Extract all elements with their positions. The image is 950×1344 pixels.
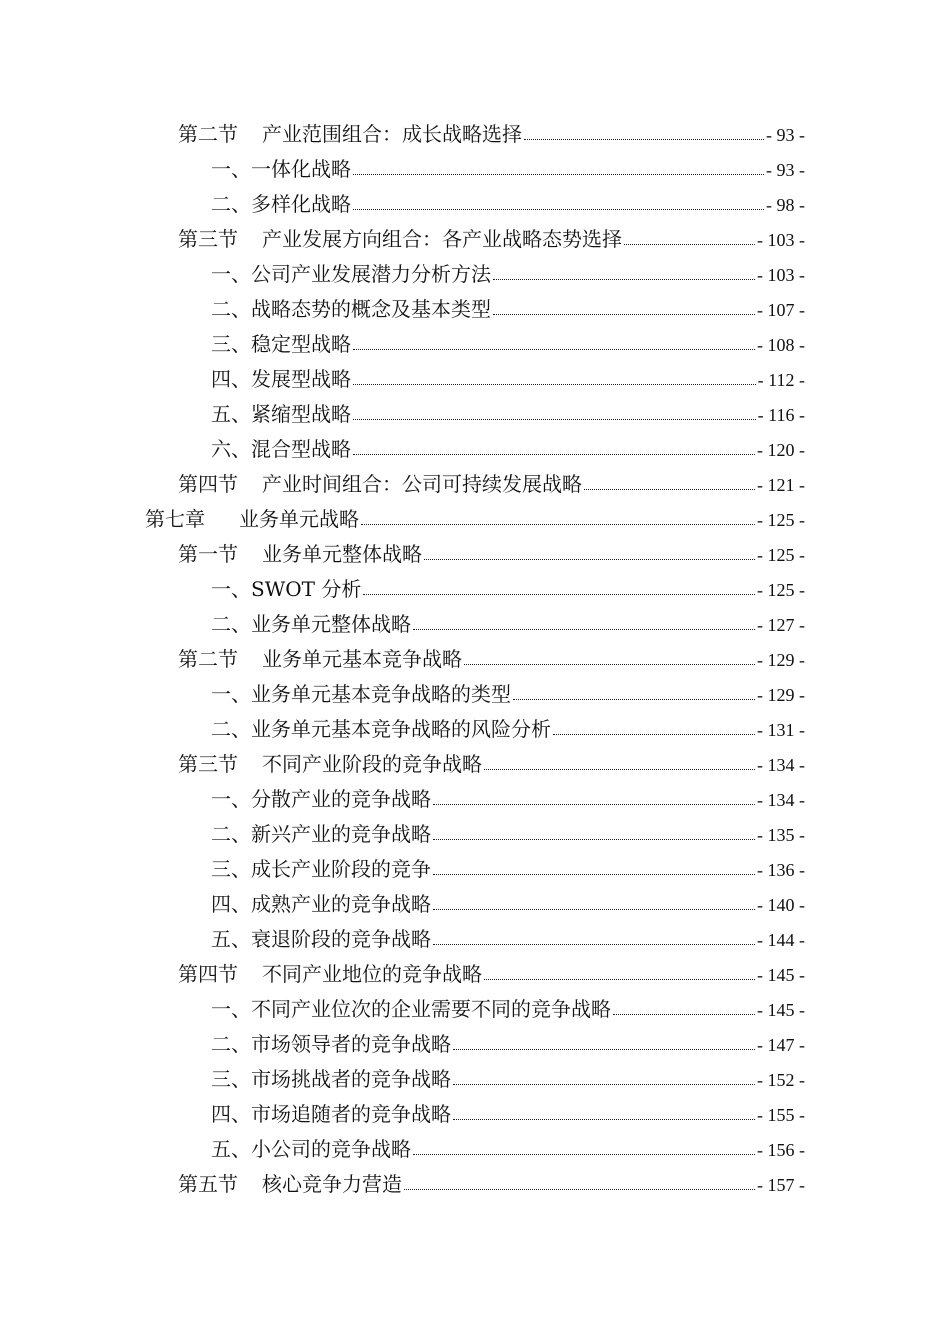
- toc-page-number: - 131 -: [757, 719, 805, 740]
- toc-entry-title: 核心竞争力营造: [262, 1171, 402, 1196]
- toc-page-number: - 156 -: [757, 1139, 805, 1160]
- toc-page-number: - 135 -: [757, 824, 805, 845]
- toc-subsection-entry[interactable]: [0, 362, 950, 397]
- toc-entry-title: 小公司的竞争战略: [251, 1136, 411, 1161]
- toc-dot-leader: [433, 944, 755, 945]
- toc-entry-number: 五、: [211, 1136, 251, 1161]
- toc-dot-leader: [353, 209, 764, 210]
- toc-dot-leader: [493, 279, 755, 280]
- toc-dot-leader: [433, 909, 755, 910]
- toc-entry-title: 成长产业阶段的竞争: [251, 856, 431, 881]
- toc-page-number: - 144 -: [757, 929, 805, 950]
- toc-entry-line: [211, 1097, 950, 1133]
- toc-dot-leader: [584, 489, 755, 490]
- toc-dot-leader: [484, 979, 755, 980]
- toc-dot-leader: [624, 244, 755, 245]
- toc-entry-title: 多样化战略: [251, 191, 351, 216]
- toc-dot-leader: [493, 314, 755, 315]
- toc-entry-line: [211, 1132, 950, 1168]
- toc-chapter-entry[interactable]: [0, 502, 950, 537]
- toc-dot-leader: [353, 174, 764, 175]
- toc-entry-number: 第二节: [178, 121, 238, 146]
- toc-subsection-entry[interactable]: [0, 1097, 950, 1132]
- toc-entry-number: 一、: [211, 261, 251, 286]
- toc-dot-leader: [404, 1189, 755, 1190]
- toc-section-entry[interactable]: [0, 222, 950, 257]
- toc-entry-line: [211, 572, 950, 608]
- toc-section-entry[interactable]: [0, 957, 950, 992]
- toc-entry-number: 二、: [211, 716, 251, 741]
- toc-subsection-entry[interactable]: [0, 887, 950, 922]
- toc-subsection-entry[interactable]: [0, 432, 950, 467]
- toc-entry-line: [178, 642, 950, 678]
- toc-entry-title: 产业范围组合：成长战略选择: [262, 121, 522, 146]
- toc-entry-title: 公司产业发展潜力分析方法: [251, 261, 491, 286]
- toc-entry-number: 第七章: [145, 506, 205, 531]
- toc-page-number: - 140 -: [757, 894, 805, 915]
- toc-subsection-entry[interactable]: [0, 327, 950, 362]
- toc-entry-line: [211, 1027, 950, 1063]
- toc-page-number: - 112 -: [757, 369, 805, 390]
- toc-entry-title: 产业发展方向组合：各产业战略态势选择: [262, 226, 622, 251]
- toc-dot-leader: [433, 804, 755, 805]
- toc-page-number: - 103 -: [757, 229, 805, 250]
- toc-entry-number: 第四节: [178, 471, 238, 496]
- toc-dot-leader: [353, 454, 755, 455]
- toc-entry-line: [178, 1167, 950, 1203]
- toc-entry-number: 三、: [211, 1066, 251, 1091]
- toc-page-number: - 116 -: [757, 404, 805, 425]
- toc-dot-leader: [424, 559, 755, 560]
- toc-page-number: - 93 -: [766, 159, 805, 180]
- toc-page-number: - 134 -: [757, 789, 805, 810]
- toc-entry-title: 不同产业位次的企业需要不同的竞争战略: [251, 996, 611, 1021]
- toc-entry-title: 不同产业地位的竞争战略: [262, 961, 482, 986]
- toc-entry-number: 第三节: [178, 226, 238, 251]
- toc-entry-number: 五、: [211, 401, 251, 426]
- toc-entry-number: 二、: [211, 1031, 251, 1056]
- toc-entry-line: [211, 362, 950, 398]
- toc-page-number: - 127 -: [757, 614, 805, 635]
- toc-entry-title: 业务单元战略: [239, 506, 359, 531]
- toc-entry-number: 一、: [211, 156, 251, 181]
- toc-entry-title: 紧缩型战略: [251, 401, 351, 426]
- toc-entry-title: 不同产业阶段的竞争战略: [262, 751, 482, 776]
- toc-entry-line: [178, 747, 950, 783]
- toc-entry-line: [211, 327, 950, 363]
- toc-page-number: - 98 -: [766, 194, 805, 215]
- toc-page-number: - 121 -: [757, 474, 805, 495]
- toc-entry-title: 混合型战略: [251, 436, 351, 461]
- toc-entry-number: 二、: [211, 296, 251, 321]
- toc-dot-leader: [353, 419, 756, 420]
- toc-section-entry[interactable]: [0, 117, 950, 152]
- toc-page-number: - 125 -: [757, 509, 805, 530]
- toc-subsection-entry[interactable]: [0, 257, 950, 292]
- toc-entry-number: 二、: [211, 821, 251, 846]
- toc-page-number: - 107 -: [757, 299, 805, 320]
- toc-page-number: - 120 -: [757, 439, 805, 460]
- toc-entry-line: [178, 117, 950, 153]
- toc-page-number: - 134 -: [757, 754, 805, 775]
- toc-entry-title: 业务单元基本竞争战略: [262, 646, 462, 671]
- toc-entry-title: 衰退阶段的竞争战略: [251, 926, 431, 951]
- toc-subsection-entry[interactable]: [0, 1062, 950, 1097]
- toc-subsection-entry[interactable]: [0, 677, 950, 712]
- toc-subsection-entry[interactable]: [0, 1027, 950, 1062]
- toc-entry-line: [178, 222, 950, 258]
- toc-dot-leader: [353, 384, 756, 385]
- toc-subsection-entry[interactable]: [0, 712, 950, 747]
- toc-entry-number: 第四节: [178, 961, 238, 986]
- toc-entry-title: 新兴产业的竞争战略: [251, 821, 431, 846]
- toc-subsection-entry[interactable]: [0, 292, 950, 327]
- toc-dot-leader: [413, 629, 755, 630]
- toc-entry-line: [211, 852, 950, 888]
- toc-subsection-entry[interactable]: [0, 607, 950, 642]
- toc-entry-number: 一、: [211, 786, 251, 811]
- toc-entry-title: 发展型战略: [251, 366, 351, 391]
- toc-page-number: - 108 -: [757, 334, 805, 355]
- toc-entry-line: [211, 1062, 950, 1098]
- toc-dot-leader: [453, 1049, 755, 1050]
- toc-entry-title: 一体化战略: [251, 156, 351, 181]
- toc-dot-leader: [553, 734, 755, 735]
- toc-subsection-entry[interactable]: [0, 782, 950, 817]
- toc-page-number: - 157 -: [757, 1174, 805, 1195]
- toc-entry-number: 四、: [211, 891, 251, 916]
- toc-entry-title: SWOT 分析: [251, 576, 362, 601]
- toc-section-entry[interactable]: [0, 642, 950, 677]
- toc-entry-line: [211, 922, 950, 958]
- toc-subsection-entry[interactable]: [0, 922, 950, 957]
- table-of-contents: [0, 117, 950, 1202]
- toc-page-number: - 147 -: [757, 1034, 805, 1055]
- toc-dot-leader: [613, 1014, 755, 1015]
- toc-page-number: - 125 -: [757, 544, 805, 565]
- toc-entry-title: 稳定型战略: [251, 331, 351, 356]
- toc-entry-line: [178, 467, 950, 503]
- toc-dot-leader: [453, 1119, 755, 1120]
- toc-entry-number: 第五节: [178, 1171, 238, 1196]
- toc-entry-number: 第二节: [178, 646, 238, 671]
- toc-entry-title: 业务单元整体战略: [251, 611, 411, 636]
- toc-entry-title: 业务单元基本竞争战略的类型: [251, 681, 511, 706]
- toc-page-number: - 125 -: [757, 579, 805, 600]
- toc-entry-number: 一、: [211, 576, 251, 601]
- toc-entry-number: 一、: [211, 681, 251, 706]
- toc-entry-number: 一、: [211, 996, 251, 1021]
- toc-entry-number: 三、: [211, 856, 251, 881]
- toc-page-number: - 93 -: [766, 124, 805, 145]
- toc-entry-number: 第一节: [178, 541, 238, 566]
- toc-subsection-entry[interactable]: [0, 397, 950, 432]
- toc-entry-title: 业务单元基本竞争战略的风险分析: [251, 716, 551, 741]
- toc-entry-title: 战略态势的概念及基本类型: [251, 296, 491, 321]
- toc-entry-number: 六、: [211, 436, 251, 461]
- toc-entry-line: [211, 432, 950, 468]
- toc-entry-number: 三、: [211, 331, 251, 356]
- toc-entry-title: 市场追随者的竞争战略: [251, 1101, 451, 1126]
- toc-section-entry[interactable]: [0, 537, 950, 572]
- toc-page-number: - 103 -: [757, 264, 805, 285]
- toc-page-number: - 152 -: [757, 1069, 805, 1090]
- toc-dot-leader: [363, 594, 755, 595]
- toc-subsection-entry[interactable]: [0, 817, 950, 852]
- toc-entry-line: [211, 677, 950, 713]
- toc-entry-title: 产业时间组合：公司可持续发展战略: [262, 471, 582, 496]
- toc-subsection-entry[interactable]: [0, 187, 950, 222]
- toc-entry-line: [211, 152, 950, 188]
- toc-entry-title: 市场挑战者的竞争战略: [251, 1066, 451, 1091]
- toc-page-number: - 129 -: [757, 684, 805, 705]
- toc-section-entry[interactable]: [0, 747, 950, 782]
- toc-entry-line: [211, 397, 950, 433]
- toc-entry-line: [211, 607, 950, 643]
- toc-entry-line: [178, 957, 950, 993]
- toc-entry-number: 四、: [211, 1101, 251, 1126]
- toc-entry-title: 业务单元整体战略: [262, 541, 422, 566]
- toc-subsection-entry[interactable]: [0, 152, 950, 187]
- toc-entry-number: 二、: [211, 191, 251, 216]
- toc-entry-line: [211, 712, 950, 748]
- toc-dot-leader: [524, 139, 764, 140]
- toc-entry-line: [211, 817, 950, 853]
- toc-dot-leader: [433, 874, 755, 875]
- toc-entry-line: [211, 992, 950, 1028]
- toc-entry-line: [211, 187, 950, 223]
- toc-page-number: - 145 -: [757, 999, 805, 1020]
- toc-page-number: - 129 -: [757, 649, 805, 670]
- toc-page-number: - 155 -: [757, 1104, 805, 1125]
- toc-subsection-entry[interactable]: [0, 992, 950, 1027]
- toc-dot-leader: [513, 699, 755, 700]
- toc-entry-line: [211, 782, 950, 818]
- toc-subsection-entry[interactable]: [0, 852, 950, 887]
- toc-entry-number: 第三节: [178, 751, 238, 776]
- toc-entry-line: [211, 257, 950, 293]
- toc-page-number: - 145 -: [757, 964, 805, 985]
- toc-dot-leader: [353, 349, 755, 350]
- toc-entry-title: 分散产业的竞争战略: [251, 786, 431, 811]
- toc-entry-line: [178, 537, 950, 573]
- toc-entry-title: 市场领导者的竞争战略: [251, 1031, 451, 1056]
- toc-entry-number: 二、: [211, 611, 251, 636]
- toc-entry-line: [211, 887, 950, 923]
- toc-entry-number: 五、: [211, 926, 251, 951]
- toc-section-entry[interactable]: [0, 467, 950, 502]
- toc-entry-number: 四、: [211, 366, 251, 391]
- toc-page-number: - 136 -: [757, 859, 805, 880]
- toc-section-entry[interactable]: [0, 1167, 950, 1202]
- toc-entry-title: 成熟产业的竞争战略: [251, 891, 431, 916]
- toc-dot-leader: [361, 524, 755, 525]
- toc-entry-line: [211, 292, 950, 328]
- toc-dot-leader: [413, 1154, 755, 1155]
- toc-dot-leader: [484, 769, 755, 770]
- toc-subsection-entry[interactable]: [0, 1132, 950, 1167]
- toc-dot-leader: [433, 839, 755, 840]
- toc-dot-leader: [453, 1084, 755, 1085]
- toc-dot-leader: [464, 664, 755, 665]
- toc-entry-line: [145, 502, 950, 538]
- toc-subsection-entry[interactable]: [0, 572, 950, 607]
